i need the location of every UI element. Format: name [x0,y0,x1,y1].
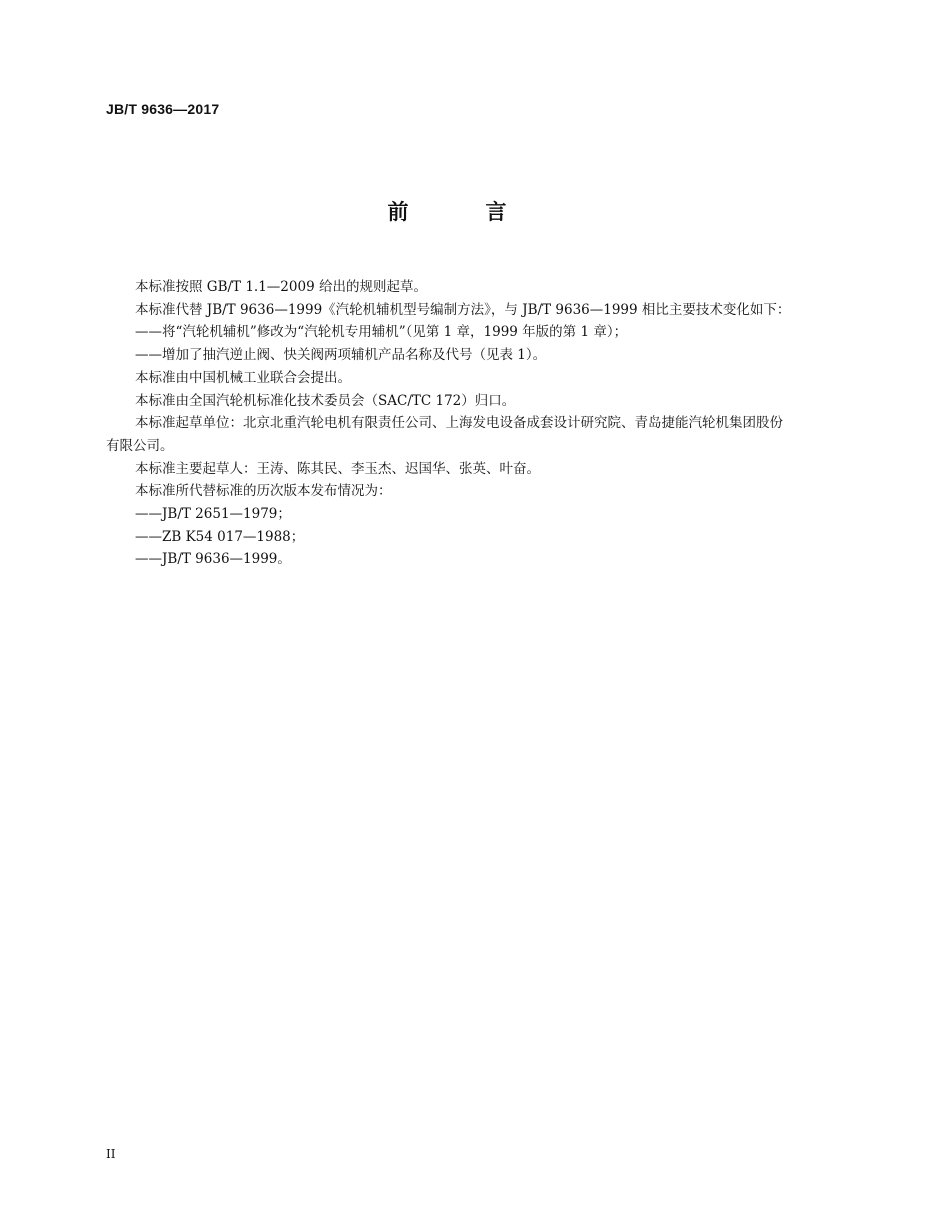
paragraph: 本标准由中国机械工业联合会提出。 [135,369,351,386]
page-number: II [106,1147,116,1161]
foreword-body [106,276,796,571]
paragraph: 本标准所代替标准的历次版本发布情况为： [135,483,392,500]
list-item: ——ZB K54 017—1988； [135,528,305,545]
paragraph: 本标准代替 JB/T 9636—1999《汽轮机辅机型号编制方法》，与 JB/T 9636—1999 相比主要技术变化如下： [135,301,791,318]
paragraph: 本标准按照 GB/T 1.1—2009 给出的规则起草。 [135,279,427,295]
paragraph: 本标准由全国汽轮机标准化技术委员会（SAC/TC 172）归口。 [135,392,516,409]
list-item: ——将“汽轮机辅机”修改为“汽轮机专用辅机”（见第 1 章，1999 年版的第 1 章）； [135,324,628,341]
page-title: 前 言 [387,200,535,224]
standard-code: JB/T 9636—2017 [106,101,220,117]
list-item: ——JB/T 9636—1999。 [135,551,291,568]
paragraph: 本标准主要起草人：王涛、陈其民、李玉杰、迟国华、张英、叶奋。 [135,460,540,477]
paragraph: 本标准起草单位：北京北重汽轮电机有限责任公司、上海发电设备成套设计研究院、青岛捷能汽轮机集团股份有限公司。 [106,415,783,454]
list-item: ——增加了抽汽逆止阀、快关阀两项辅机产品名称及代号（见表 1）。 [135,347,547,364]
list-item: ——JB/T 2651—1979； [135,506,291,523]
